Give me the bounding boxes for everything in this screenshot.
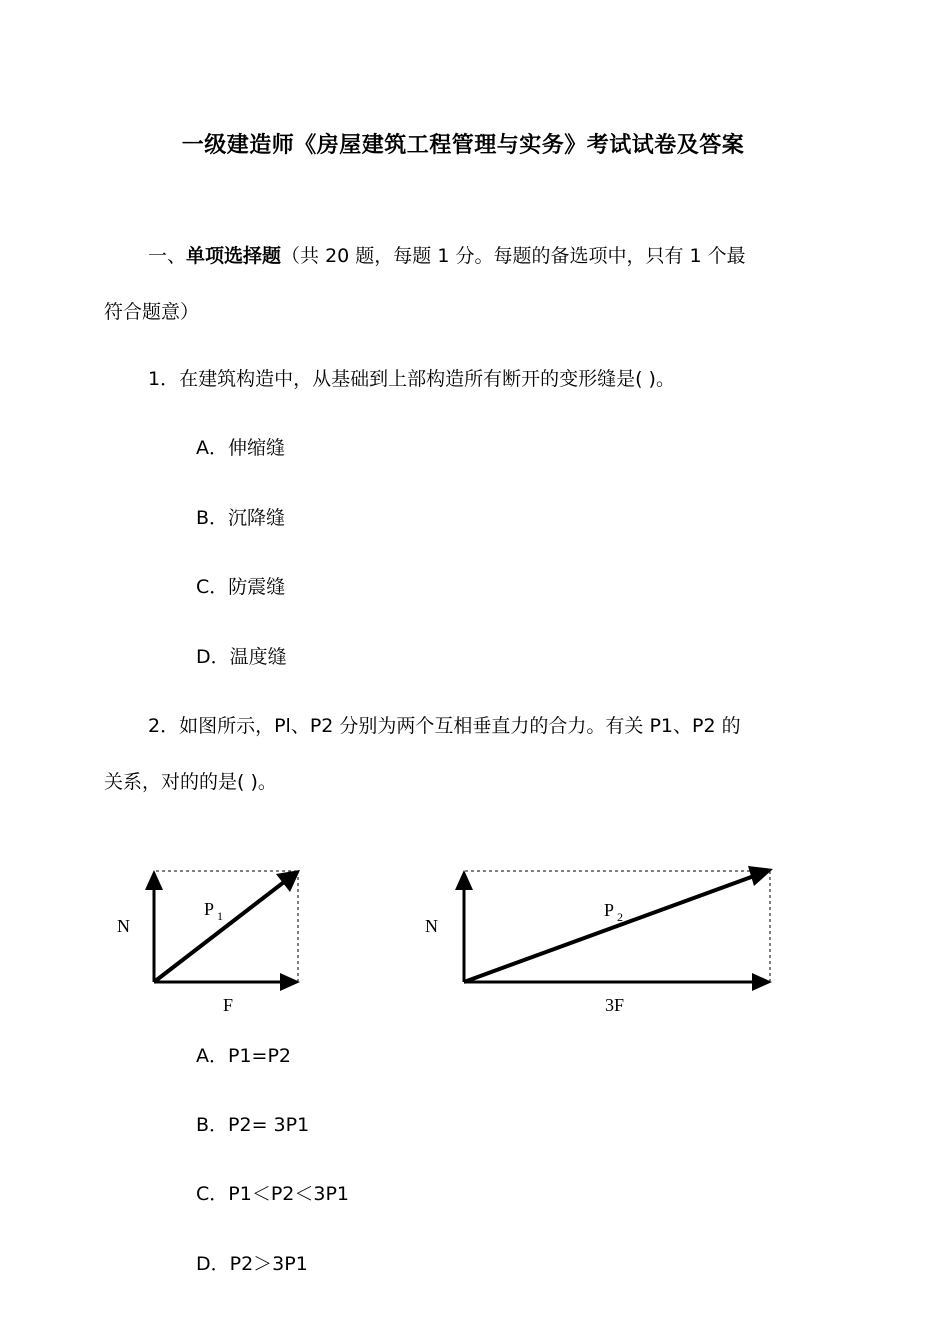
- section-heading-line: [148, 247, 746, 266]
- n-force-arrowhead: [455, 870, 473, 890]
- question-2-stem-continued: 关系，对的的是( )。: [104, 771, 277, 793]
- question-1-option-c: C．防震缝: [196, 576, 286, 598]
- question-2-stem: 2．如图所示，Pl、P2 分别为两个互相垂直力的合力。有关 P1、P2 的: [148, 715, 741, 737]
- p2-label: P: [604, 900, 615, 920]
- p1-resultant-arrow: [154, 882, 284, 982]
- section-note: （共 20 题，每题 1 分。每题的备选项中，只有 1 个最: [281, 245, 746, 267]
- question-2-option-b: B．P2= 3P1: [196, 1114, 310, 1136]
- p2-subscript: 2: [617, 910, 623, 924]
- p2-resultant-arrowhead: [748, 866, 773, 886]
- n-label: N: [117, 916, 130, 936]
- question-1-stem: 1．在建筑构造中，从基础到上部构造所有断开的变形缝是( )。: [148, 368, 675, 390]
- 3f-force-arrowhead: [752, 973, 772, 991]
- diagram-right: [425, 866, 773, 1015]
- p1-subscript: 1: [217, 909, 223, 923]
- question-1-option-d: D．温度缝: [196, 646, 287, 668]
- section-heading: 单项选择题: [186, 245, 282, 267]
- diagram-left: [117, 870, 300, 1015]
- question-1-option-b: B．沉降缝: [196, 507, 286, 529]
- question-2-option-a: A．P1=P2: [196, 1045, 292, 1067]
- 3f-label: 3F: [605, 995, 625, 1015]
- p2-resultant-arrow: [464, 876, 754, 982]
- p1-label: P: [204, 899, 215, 919]
- question-1-option-a: A．伸缩缝: [196, 437, 285, 459]
- question-2-option-c: C．P1＜P2＜3P1: [196, 1183, 349, 1205]
- document-title: 一级建造师《房屋建筑工程管理与实务》考试试卷及答案: [181, 132, 745, 158]
- question-2-option-d: D．P2＞3P1: [196, 1253, 308, 1275]
- section-note-continued: 符合题意）: [104, 301, 200, 323]
- n-force-arrowhead: [145, 870, 163, 890]
- f-label: F: [223, 995, 234, 1015]
- force-diagram: [100, 860, 800, 1030]
- n-label: N: [425, 916, 438, 936]
- section-prefix: 一、: [148, 245, 187, 267]
- p1-resultant-arrowhead: [276, 870, 300, 892]
- f-force-arrowhead: [280, 973, 300, 991]
